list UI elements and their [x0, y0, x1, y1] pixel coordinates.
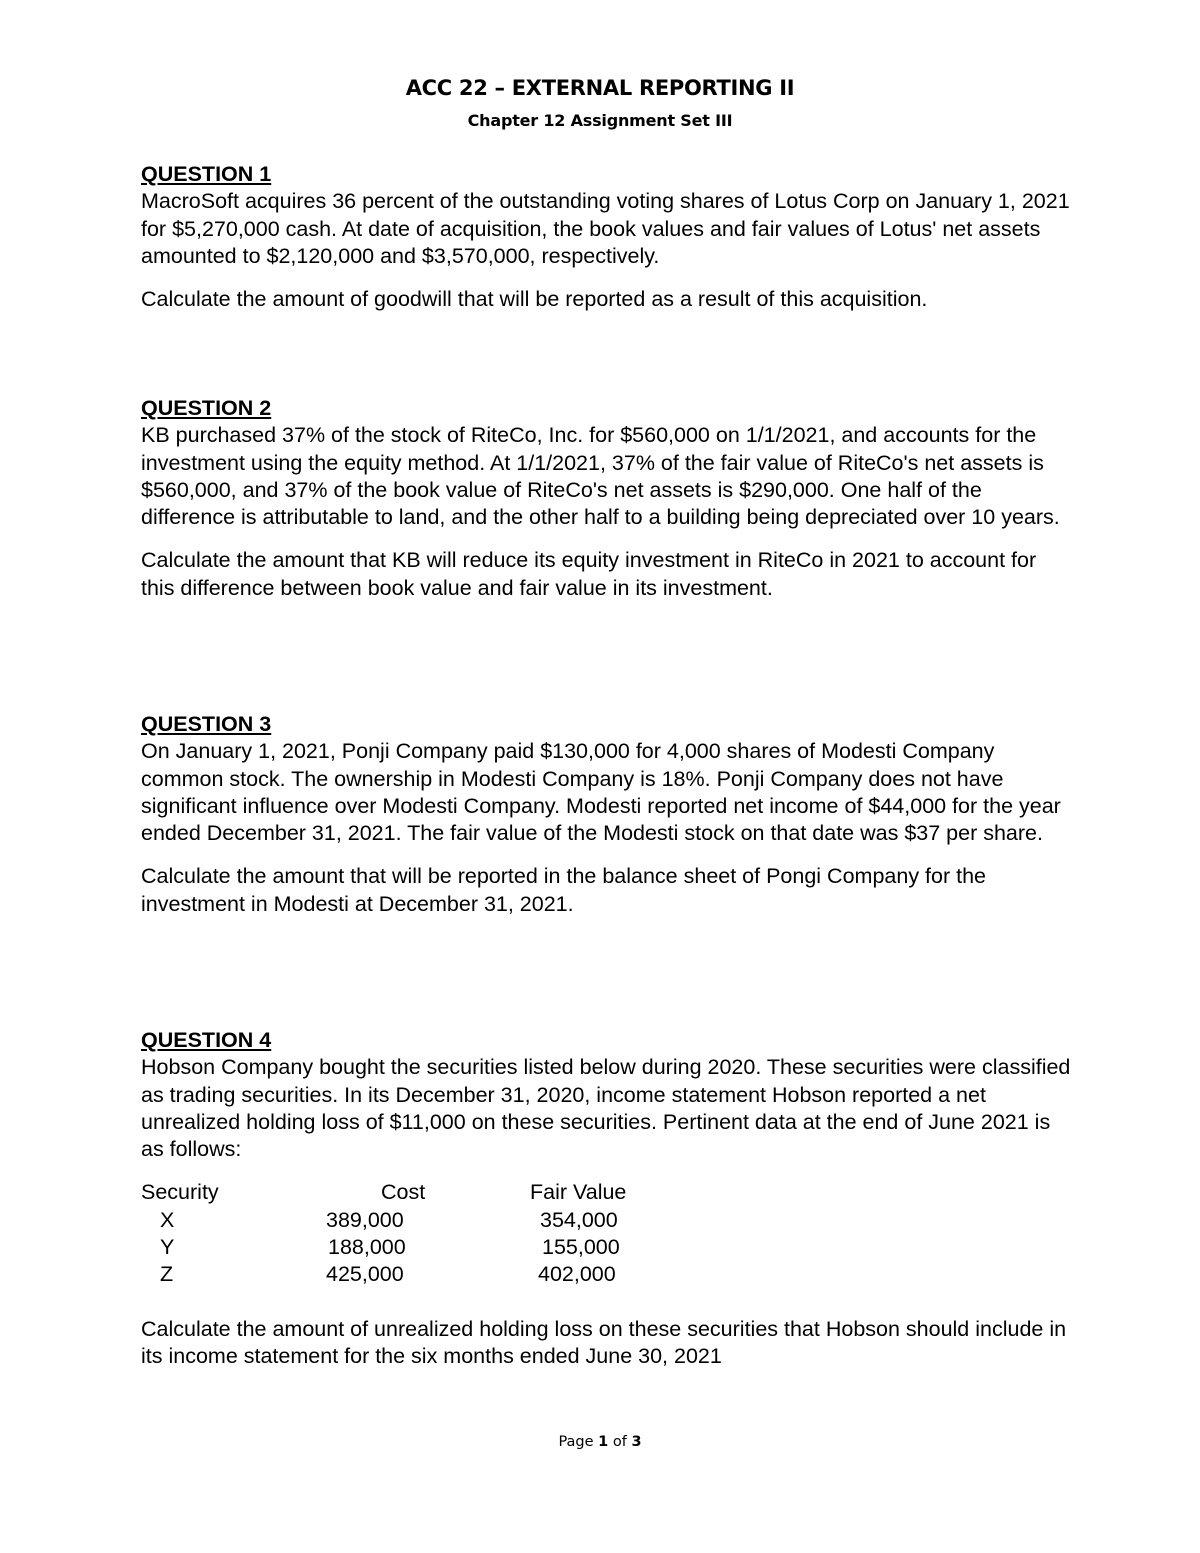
page-number: 1	[598, 1434, 609, 1450]
page-total: 3	[631, 1434, 642, 1450]
page-word: Page	[558, 1434, 594, 1450]
fair-value-cell: 402,000	[538, 1262, 616, 1287]
cost-cell: 425,000	[326, 1262, 404, 1287]
question-2	[141, 395, 1071, 602]
question-body: On January 1, 2021, Ponji Company paid $130,000 for 4,000 shares of Modesti Company common stock. The ownership in Modesti Company is 18%. Ponji Company does not have significant influence over Modesti Company. Modesti reported net income of $44,000 for the year ended December 31, 2021. The fair value of the Modesti stock on that date was $37 per share.	[141, 739, 1061, 846]
fair-value-cell: 354,000	[540, 1207, 618, 1232]
fair-value-cell: 155,000	[542, 1235, 620, 1260]
question-heading: QUESTION 1	[141, 162, 272, 186]
cost-cell: 188,000	[328, 1235, 406, 1260]
page-footer	[0, 1434, 1200, 1450]
question-1	[141, 161, 1071, 313]
question-prompt: Calculate the amount of unrealized holding loss on these securities that Hobson should include in its income statement for the six months ended June 30, 2021	[141, 1316, 1067, 1368]
question-prompt: Calculate the amount that will be reported in the balance sheet of Pongi Company for the investment in Modesti at December 31, 2021.	[141, 864, 986, 916]
question-body: KB purchased 37% of the stock of RiteCo, Inc. for $560,000 on 1/1/2021, and accounts for the investment using the equity method. At 1/1/2021, 37% of the fair value of RiteCo's net assets is $560,000, and 37% of the book value of RiteCo's net assets is $290,000. One half of the difference is attributable to land, and the other half to a building being depreciated over 10 years.	[141, 423, 1060, 530]
question-prompt: Calculate the amount that KB will reduce its equity investment in RiteCo in 2021 to account for this difference between book value and fair value in its investment.	[141, 548, 1037, 600]
document-title: ACC 22 – EXTERNAL REPORTING II	[405, 76, 795, 100]
column-header-fair-value: Fair Value	[530, 1180, 627, 1205]
question-4	[141, 1027, 1071, 1370]
column-header-security: Security	[141, 1180, 219, 1205]
security-cell: X	[160, 1207, 175, 1232]
question-body: MacroSoft acquires 36 percent of the outstanding voting shares of Lotus Corp on January 1, 2021 for $5,270,000 cash. At date of acquisition, the book values and fair values of Lotus' net assets amounted to $2,120,000 and $3,570,000, respectively.	[141, 189, 1070, 268]
question-heading: QUESTION 2	[141, 396, 272, 420]
column-header-cost: Cost	[381, 1180, 426, 1205]
table-row	[141, 1261, 690, 1288]
question-heading: QUESTION 3	[141, 712, 272, 736]
question-prompt: Calculate the amount of goodwill that will be reported as a result of this acquisition.	[141, 287, 928, 312]
of-word: of	[612, 1434, 627, 1450]
document-subtitle: Chapter 12 Assignment Set III	[467, 111, 733, 130]
security-cell: Y	[160, 1235, 175, 1260]
table-row	[141, 1234, 690, 1261]
question-body: Hobson Company bought the securities listed below during 2020. These securities were classified as trading securities. In its December 31, 2020, income statement Hobson reported a net unrealized holding loss of $11,000 on these securities. Pertinent data at the end of June 2021 is as follows:	[141, 1055, 1071, 1162]
cost-cell: 389,000	[326, 1207, 404, 1232]
question-3	[141, 711, 1071, 918]
table-row	[141, 1207, 690, 1234]
table-header-row	[141, 1179, 690, 1206]
securities-table	[141, 1179, 690, 1288]
question-heading: QUESTION 4	[141, 1028, 272, 1052]
security-cell: Z	[160, 1262, 174, 1287]
